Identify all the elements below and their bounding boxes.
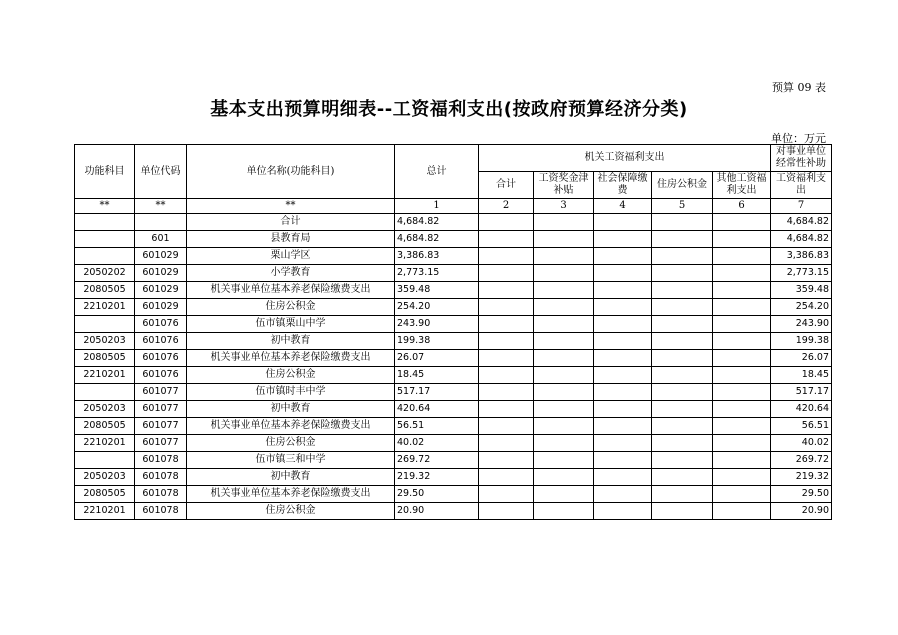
header-func-code: 功能科目 [75, 145, 135, 199]
unit-name-cell: 住房公积金 [187, 503, 395, 520]
other-cell [713, 503, 771, 520]
sum-cell [479, 282, 534, 299]
inst-wage-cell: 254.20 [771, 299, 832, 316]
header-row-1 [75, 145, 832, 172]
func-code-cell [75, 384, 135, 401]
inst-wage-cell: 56.51 [771, 418, 832, 435]
unit-code-cell: 601029 [135, 248, 187, 265]
social-cell [594, 282, 652, 299]
table-row [75, 299, 832, 316]
unit-code-cell: 601029 [135, 265, 187, 282]
index-row [75, 199, 832, 214]
other-cell [713, 367, 771, 384]
table-row [75, 452, 832, 469]
bonus-cell [534, 418, 594, 435]
unit-code-cell: 601029 [135, 282, 187, 299]
other-cell [713, 282, 771, 299]
housing-cell [652, 435, 713, 452]
inst-wage-cell: 219.32 [771, 469, 832, 486]
sum-cell [479, 452, 534, 469]
unit-name-cell: 伍市镇栗山中学 [187, 316, 395, 333]
social-cell [594, 333, 652, 350]
unit-name-cell: 机关事业单位基本养老保险缴费支出 [187, 282, 395, 299]
index-cell: 7 [771, 199, 832, 214]
social-cell [594, 248, 652, 265]
other-cell [713, 435, 771, 452]
total-cell: 18.45 [395, 367, 479, 384]
table-row [75, 333, 832, 350]
index-cell: 1 [395, 199, 479, 214]
document-title: 基本支出预算明细表--工资福利支出(按政府预算经济分类) [210, 99, 688, 120]
unit-name-cell: 栗山学区 [187, 248, 395, 265]
func-code-cell: 2080505 [75, 282, 135, 299]
total-cell: 26.07 [395, 350, 479, 367]
unit-name-cell: 初中教育 [187, 333, 395, 350]
other-cell [713, 265, 771, 282]
housing-cell [652, 350, 713, 367]
social-cell [594, 299, 652, 316]
index-cell: ** [75, 199, 135, 214]
bonus-cell [534, 282, 594, 299]
unit-name-cell: 住房公积金 [187, 299, 395, 316]
total-cell: 420.64 [395, 401, 479, 418]
other-cell [713, 469, 771, 486]
unit-code-cell: 601029 [135, 299, 187, 316]
sum-cell [479, 367, 534, 384]
housing-cell [652, 333, 713, 350]
bonus-cell [534, 367, 594, 384]
social-cell [594, 401, 652, 418]
bonus-cell [534, 384, 594, 401]
inst-wage-cell: 20.90 [771, 503, 832, 520]
sum-cell [479, 486, 534, 503]
sum-cell [479, 418, 534, 435]
unit-code-cell: 601 [135, 231, 187, 248]
func-code-cell: 2210201 [75, 503, 135, 520]
func-code-cell: 2050202 [75, 265, 135, 282]
total-cell: 56.51 [395, 418, 479, 435]
inst-wage-cell: 18.45 [771, 367, 832, 384]
sum-cell [479, 435, 534, 452]
unit-name-cell: 住房公积金 [187, 367, 395, 384]
housing-cell [652, 503, 713, 520]
bonus-cell [534, 486, 594, 503]
unit-name-cell: 住房公积金 [187, 435, 395, 452]
housing-cell [652, 299, 713, 316]
header-org-group: 机关工资福利支出 [479, 145, 771, 172]
unit-name-cell: 小学教育 [187, 265, 395, 282]
index-cell: ** [135, 199, 187, 214]
inst-wage-cell: 199.38 [771, 333, 832, 350]
unit-code-cell: 601078 [135, 469, 187, 486]
housing-cell [652, 486, 713, 503]
total-cell: 4,684.82 [395, 214, 479, 231]
social-cell [594, 367, 652, 384]
other-cell [713, 231, 771, 248]
other-cell [713, 316, 771, 333]
index-cell: 4 [594, 199, 652, 214]
sum-cell [479, 384, 534, 401]
sum-cell [479, 248, 534, 265]
header-other: 其他工资福利支出 [713, 172, 771, 199]
table-row [75, 248, 832, 265]
housing-cell [652, 401, 713, 418]
inst-wage-cell: 420.64 [771, 401, 832, 418]
unit-name-cell: 伍市镇三和中学 [187, 452, 395, 469]
header-unit-name: 单位名称(功能科目) [187, 145, 395, 199]
func-code-cell: 2210201 [75, 435, 135, 452]
total-cell: 20.90 [395, 503, 479, 520]
inst-wage-cell: 269.72 [771, 452, 832, 469]
header-total: 总计 [395, 145, 479, 199]
housing-cell [652, 282, 713, 299]
unit-code-cell: 601078 [135, 452, 187, 469]
func-code-cell: 2050203 [75, 333, 135, 350]
table-row [75, 231, 832, 248]
budget-table [74, 144, 832, 520]
sum-cell [479, 469, 534, 486]
table-row [75, 469, 832, 486]
unit-code-cell: 601076 [135, 367, 187, 384]
inst-wage-cell: 3,386.83 [771, 248, 832, 265]
unit-code-cell: 601077 [135, 401, 187, 418]
unit-name-cell: 初中教育 [187, 469, 395, 486]
func-code-cell [75, 316, 135, 333]
total-cell: 359.48 [395, 282, 479, 299]
housing-cell [652, 231, 713, 248]
bonus-cell [534, 469, 594, 486]
header-bonus: 工资奖金津补贴 [534, 172, 594, 199]
unit-code-cell: 601077 [135, 418, 187, 435]
other-cell [713, 401, 771, 418]
other-cell [713, 214, 771, 231]
inst-wage-cell: 40.02 [771, 435, 832, 452]
housing-cell [652, 367, 713, 384]
other-cell [713, 452, 771, 469]
func-code-cell: 2210201 [75, 299, 135, 316]
housing-cell [652, 418, 713, 435]
total-cell: 254.20 [395, 299, 479, 316]
social-cell [594, 503, 652, 520]
total-cell: 219.32 [395, 469, 479, 486]
table-row [75, 367, 832, 384]
social-cell [594, 265, 652, 282]
bonus-cell [534, 299, 594, 316]
total-cell: 4,684.82 [395, 231, 479, 248]
social-cell [594, 384, 652, 401]
housing-cell [652, 316, 713, 333]
unit-code-cell [135, 214, 187, 231]
unit-code-cell: 601078 [135, 503, 187, 520]
sum-cell [479, 503, 534, 520]
total-cell: 40.02 [395, 435, 479, 452]
unit-label: 单位：万元 [771, 132, 826, 145]
func-code-cell [75, 214, 135, 231]
bonus-cell [534, 350, 594, 367]
social-cell [594, 469, 652, 486]
social-cell [594, 316, 652, 333]
total-cell: 269.72 [395, 452, 479, 469]
housing-cell [652, 248, 713, 265]
func-code-cell: 2080505 [75, 418, 135, 435]
func-code-cell [75, 452, 135, 469]
housing-cell [652, 452, 713, 469]
sum-cell [479, 333, 534, 350]
index-cell: 3 [534, 199, 594, 214]
form-number: 预算 09 表 [772, 81, 826, 94]
unit-name-cell: 伍市镇时丰中学 [187, 384, 395, 401]
bonus-cell [534, 452, 594, 469]
bonus-cell [534, 333, 594, 350]
other-cell [713, 384, 771, 401]
header-sum: 合计 [479, 172, 534, 199]
header-unit-code: 单位代码 [135, 145, 187, 199]
header-inst-group: 对事业单位经常性补助 [771, 145, 832, 172]
sum-cell [479, 231, 534, 248]
total-cell: 3,386.83 [395, 248, 479, 265]
total-cell: 517.17 [395, 384, 479, 401]
func-code-cell: 2080505 [75, 486, 135, 503]
index-cell: 5 [652, 199, 713, 214]
social-cell [594, 435, 652, 452]
inst-wage-cell: 517.17 [771, 384, 832, 401]
unit-name-cell: 县教育局 [187, 231, 395, 248]
total-cell: 29.50 [395, 486, 479, 503]
func-code-cell: 2210201 [75, 367, 135, 384]
inst-wage-cell: 2,773.15 [771, 265, 832, 282]
table-row [75, 384, 832, 401]
sum-cell [479, 299, 534, 316]
bonus-cell [534, 214, 594, 231]
other-cell [713, 248, 771, 265]
social-cell [594, 418, 652, 435]
table-row [75, 486, 832, 503]
func-code-cell: 2050203 [75, 469, 135, 486]
sum-cell [479, 265, 534, 282]
other-cell [713, 299, 771, 316]
sum-cell [479, 401, 534, 418]
func-code-cell: 2080505 [75, 350, 135, 367]
housing-cell [652, 384, 713, 401]
social-cell [594, 350, 652, 367]
total-cell: 243.90 [395, 316, 479, 333]
unit-name-cell: 机关事业单位基本养老保险缴费支出 [187, 350, 395, 367]
index-cell: ** [187, 199, 395, 214]
unit-name-cell: 合计 [187, 214, 395, 231]
index-cell: 2 [479, 199, 534, 214]
sum-cell [479, 316, 534, 333]
social-cell [594, 486, 652, 503]
table-row [75, 214, 832, 231]
table-row [75, 265, 832, 282]
table-row [75, 282, 832, 299]
inst-wage-cell: 243.90 [771, 316, 832, 333]
unit-name-cell: 初中教育 [187, 401, 395, 418]
unit-name-cell: 机关事业单位基本养老保险缴费支出 [187, 486, 395, 503]
sum-cell [479, 214, 534, 231]
other-cell [713, 418, 771, 435]
sum-cell [479, 350, 534, 367]
inst-wage-cell: 26.07 [771, 350, 832, 367]
func-code-cell [75, 231, 135, 248]
total-cell: 2,773.15 [395, 265, 479, 282]
inst-wage-cell: 29.50 [771, 486, 832, 503]
index-cell: 6 [713, 199, 771, 214]
func-code-cell: 2050203 [75, 401, 135, 418]
bonus-cell [534, 401, 594, 418]
social-cell [594, 214, 652, 231]
table-row [75, 435, 832, 452]
table-row [75, 503, 832, 520]
bonus-cell [534, 248, 594, 265]
unit-code-cell: 601077 [135, 384, 187, 401]
social-cell [594, 452, 652, 469]
unit-code-cell: 601077 [135, 435, 187, 452]
table-row [75, 350, 832, 367]
header-housing: 住房公积金 [652, 172, 713, 199]
social-cell [594, 231, 652, 248]
bonus-cell [534, 265, 594, 282]
table-row [75, 418, 832, 435]
other-cell [713, 486, 771, 503]
func-code-cell [75, 248, 135, 265]
other-cell [713, 350, 771, 367]
bonus-cell [534, 231, 594, 248]
inst-wage-cell: 4,684.82 [771, 231, 832, 248]
other-cell [713, 333, 771, 350]
housing-cell [652, 469, 713, 486]
table-row [75, 401, 832, 418]
inst-wage-cell: 359.48 [771, 282, 832, 299]
table-row [75, 316, 832, 333]
bonus-cell [534, 316, 594, 333]
bonus-cell [534, 503, 594, 520]
inst-wage-cell: 4,684.82 [771, 214, 832, 231]
unit-code-cell: 601078 [135, 486, 187, 503]
unit-code-cell: 601076 [135, 333, 187, 350]
housing-cell [652, 265, 713, 282]
header-social: 社会保障缴费 [594, 172, 652, 199]
unit-code-cell: 601076 [135, 316, 187, 333]
housing-cell [652, 214, 713, 231]
unit-code-cell: 601076 [135, 350, 187, 367]
header-inst-wage: 工资福利支出 [771, 172, 832, 199]
total-cell: 199.38 [395, 333, 479, 350]
unit-name-cell: 机关事业单位基本养老保险缴费支出 [187, 418, 395, 435]
bonus-cell [534, 435, 594, 452]
